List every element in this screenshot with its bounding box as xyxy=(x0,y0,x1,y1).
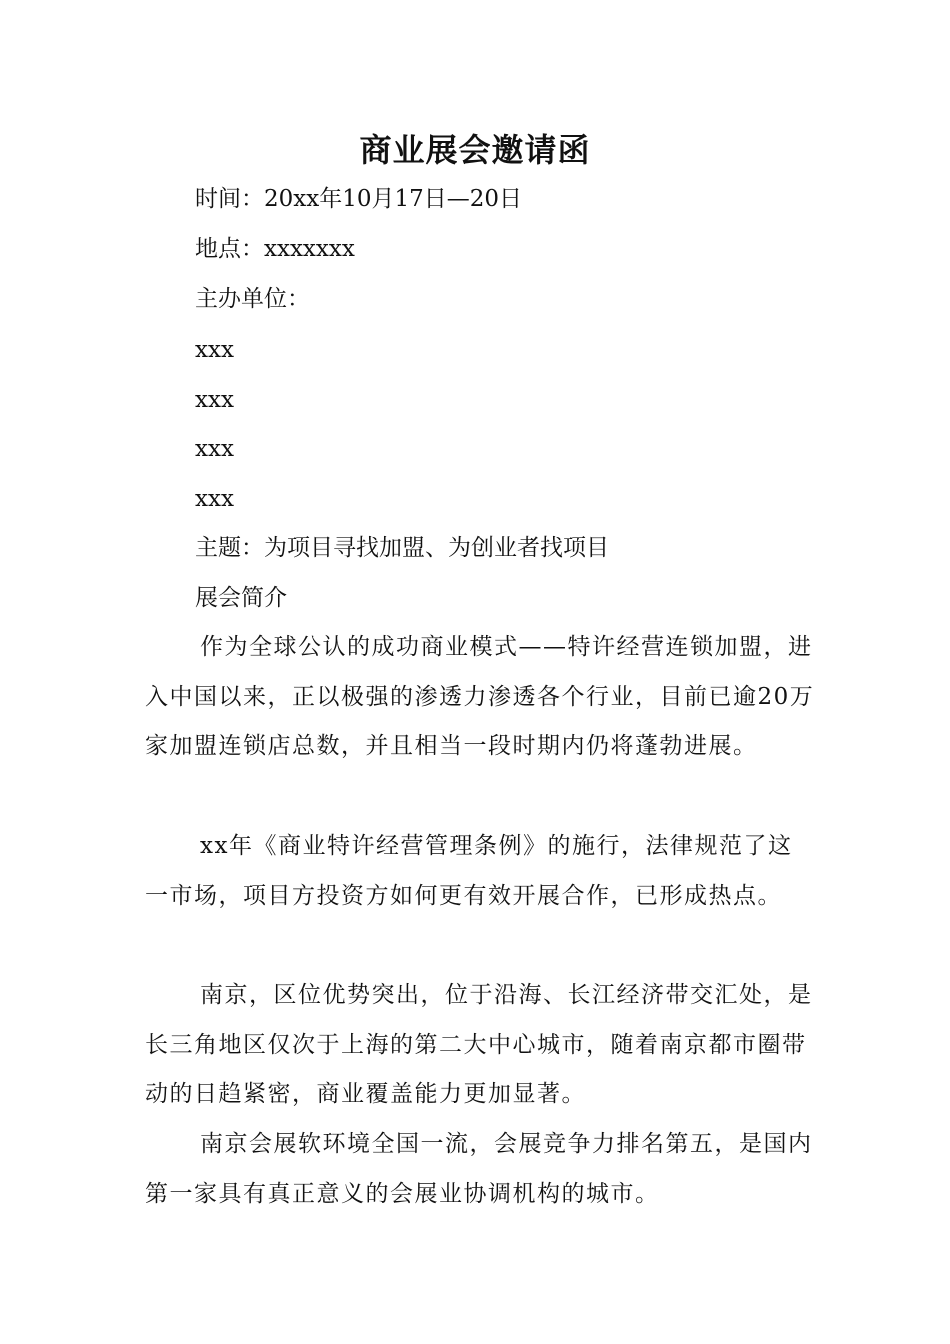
intro-paragraph: 作为全球公认的成功商业模式——特许经营连锁加盟，进入中国以来，正以极强的渗透力渗透各个行业，目前已逾20万家加盟连锁店总数，并且相当一段时期内仍将蓬勃进展。 xyxy=(145,634,815,759)
document-title: 商业展会邀请函 xyxy=(359,131,591,169)
intro-heading: 展会简介 xyxy=(195,585,287,611)
organizer-item: xxx xyxy=(195,436,234,462)
organizer-item: xxx xyxy=(195,337,234,363)
event-time: 时间：20xx年10月17日—20日 xyxy=(195,186,523,212)
event-theme: 主题：为项目寻找加盟、为创业者找项目 xyxy=(195,535,609,561)
intro-paragraph: xx年《商业特许经营管理条例》的施行，法律规范了这一市场，项目方投资方如何更有效开展合作，已形成热点。 xyxy=(145,833,793,909)
event-location: 地点：xxxxxxx xyxy=(195,236,355,262)
intro-paragraph: 南京，区位优势突出，位于沿海、长江经济带交汇处，是长三角地区仅次于上海的第二大中心城市，随着南京都市圈带动的日趋紧密，商业覆盖能力更加显著。 xyxy=(145,982,813,1107)
intro-paragraph: 南京会展软环境全国一流，会展竞争力排名第五，是国内第一家具有真正意义的会展业协调机构的城市。 xyxy=(145,1131,813,1207)
organizer-item: xxx xyxy=(195,486,234,512)
organizer-label: 主办单位： xyxy=(195,286,310,312)
organizer-item: xxx xyxy=(195,387,234,413)
